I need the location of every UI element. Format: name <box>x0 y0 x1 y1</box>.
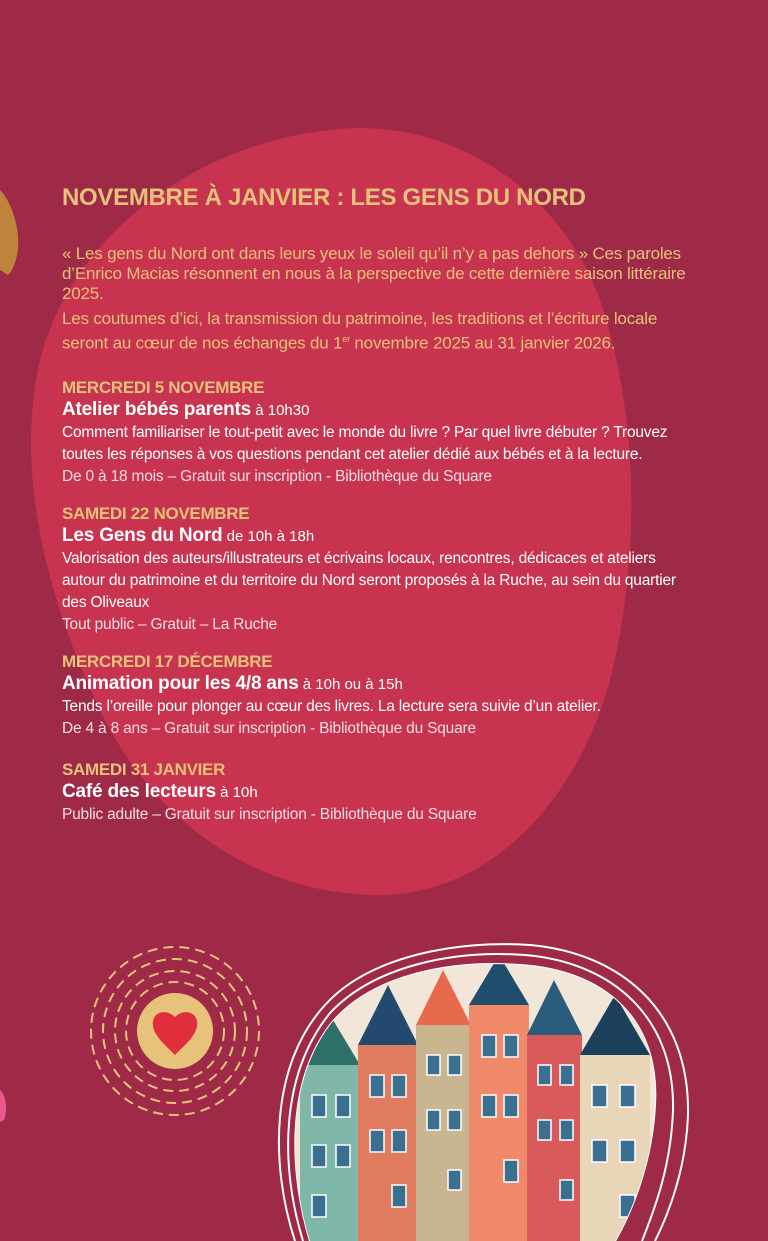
intro-text <box>62 244 702 354</box>
event-item <box>62 378 702 488</box>
event-info: De 0 à 18 mois – Gratuit sur inscription - Bibliothèque du Square <box>62 467 492 485</box>
event-item <box>62 504 702 636</box>
event-date: MERCREDI 17 DÉCEMBRE <box>62 651 273 671</box>
intro-paragraph-1: « Les gens du Nord ont dans leurs yeux le soleil qu’il n’y a pas dehors » Ces paroles d’Enrico Macias résonnent en nous à la perspective de cette dernière saison littéraire 2025. <box>62 244 686 303</box>
heart-sun-icon <box>85 945 265 1120</box>
northern-houses-illustration <box>270 935 700 1241</box>
event-info: De 4 à 8 ans – Gratuit sur inscription - Bibliothèque du Square <box>62 719 476 737</box>
event-info: Public adulte – Gratuit sur inscription - Bibliothèque du Square <box>62 805 477 823</box>
event-info: Tout public – Gratuit – La Ruche <box>62 615 278 633</box>
event-item <box>62 760 702 826</box>
event-description: Valorisation des auteurs/illustrateurs et écrivains locaux, rencontres, dédicaces et ateliers autour du patrimoine et du territoire du Nord seront proposés à la Ruche, au sein du quartier des Oliveaux <box>62 549 676 611</box>
event-item <box>62 652 702 740</box>
event-title: Atelier bébés parents à 10h30 <box>62 398 310 420</box>
event-description: Tends l’oreille pour plonger au cœur des livres. La lecture sera suivie d’un atelier. <box>62 697 601 715</box>
event-title: Animation pour les 4/8 ans à 10h ou à 15h <box>62 672 403 694</box>
event-date: SAMEDI 31 JANVIER <box>62 759 226 779</box>
event-title: Les Gens du Nord de 10h à 18h <box>62 524 315 546</box>
intro-paragraph-2: Les coutumes d’ici, la transmission du patrimoine, les traditions et l’écriture locale seront au cœur de nos échanges du 1er novembre 2025 au 31 janvier 2026. <box>62 309 658 353</box>
event-title: Café des lecteurs à 10h <box>62 780 258 802</box>
event-list <box>62 378 702 826</box>
section-heading: NOVEMBRE À JANVIER : LES GENS DU NORD <box>62 184 586 211</box>
events-section <box>62 182 702 842</box>
event-date: SAMEDI 22 NOVEMBRE <box>62 503 250 523</box>
event-description: Comment familiariser le tout-petit avec le monde du livre ? Par quel livre débuter ? Trouvez toutes les réponses à vos questions pendant cet atelier dédié aux bébés et à la lecture. <box>62 423 668 463</box>
event-date: MERCREDI 5 NOVEMBRE <box>62 377 265 397</box>
